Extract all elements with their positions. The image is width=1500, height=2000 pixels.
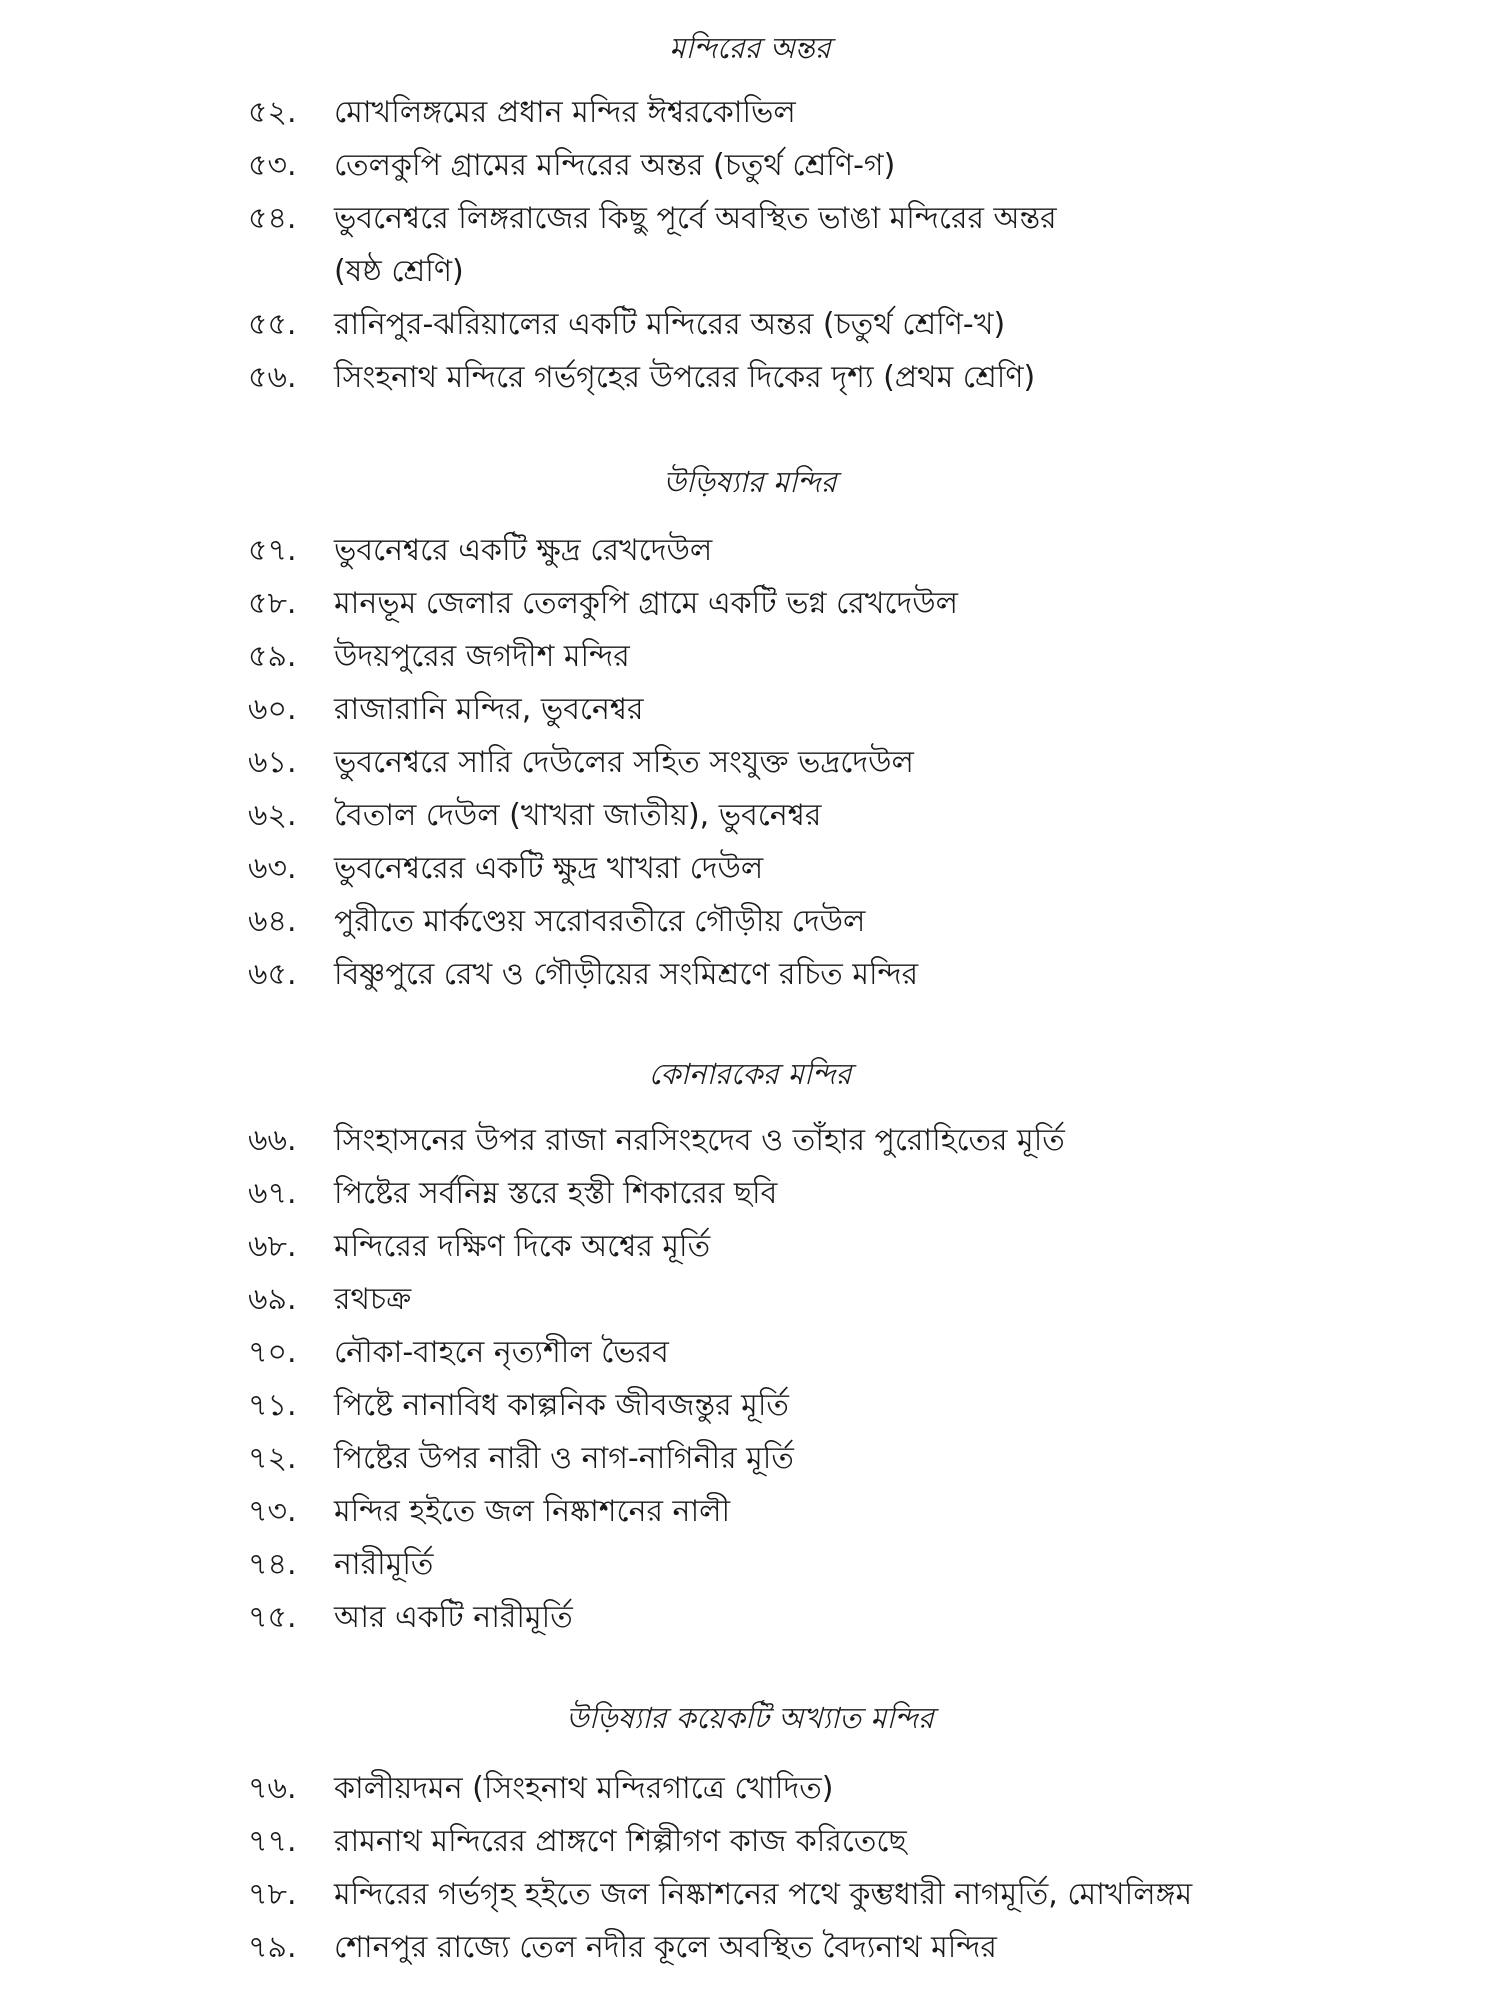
item-list — [248, 86, 1057, 404]
item-number: ৫৪. — [248, 201, 297, 236]
item-number: ৬৬. — [248, 1123, 297, 1158]
item-number: ৫৮. — [248, 586, 297, 621]
item-text: রথচক্র — [334, 1282, 412, 1317]
item-text: পিষ্টের সর্বনিম্ন স্তরে হস্তী শিকারের ছবি — [334, 1176, 778, 1211]
item-number: ৬৩. — [248, 851, 297, 886]
item-number: ৬১. — [248, 745, 297, 780]
item-number: ৭৪. — [248, 1547, 297, 1582]
item-number: ৭৭. — [248, 1824, 297, 1859]
item-text: মন্দির হইতে জল নিষ্কাশনের নালী — [334, 1494, 731, 1529]
item-number: ৭২. — [248, 1441, 297, 1476]
list-item — [248, 736, 958, 789]
list-item — [248, 1273, 1065, 1326]
item-number: ৫৫. — [248, 307, 297, 342]
item-list — [248, 1114, 1065, 1644]
list-item — [248, 192, 1057, 245]
list-item — [248, 298, 1057, 351]
list-item — [248, 1220, 1065, 1273]
item-number: ৭৮. — [248, 1877, 297, 1912]
item-text: ভুবনেশ্বরে সারি দেউলের সহিত সংযুক্ত ভদ্রদেউল — [334, 745, 914, 780]
list-item — [248, 1538, 1065, 1591]
item-text: ভুবনেশ্বরের একটি ক্ষুদ্র খাখরা দেউল — [334, 851, 764, 886]
list-item — [248, 1815, 1192, 1868]
item-text: বিষ্ণুপুরে রেখ ও গৌড়ীয়ের সংমিশ্রণে রচিত মন্দির — [334, 957, 919, 992]
list-item — [248, 86, 1057, 139]
list-item — [248, 683, 958, 736]
item-text: নৌকা-বাহনে নৃত্যশীল ভৈরব — [334, 1335, 669, 1370]
item-number: ৬৯. — [248, 1282, 297, 1317]
item-text: শোনপুর রাজ্যে তেল নদীর কূলে অবস্থিত বৈদ্যনাথ মন্দির — [334, 1930, 997, 1965]
item-text: সিংহনাথ মন্দিরে গর্ভগৃহের উপরের দিকের দৃশ্য (প্রথম শ্রেণি) — [334, 360, 1036, 395]
item-number: ৫৬. — [248, 360, 297, 395]
item-number: ৫২. — [248, 95, 297, 130]
list-item — [248, 1326, 1065, 1379]
item-text: ভুবনেশ্বরে লিঙ্গরাজের কিছু পূর্বে অবস্থিত ভাঙা মন্দিরের অন্তর — [334, 201, 1057, 236]
list-item — [248, 1921, 1192, 1974]
list-item — [248, 789, 958, 842]
list-item — [248, 1868, 1192, 1921]
item-number: ৫৭. — [248, 533, 297, 568]
item-number: ৭১. — [248, 1388, 297, 1423]
item-number: ৬২. — [248, 798, 297, 833]
list-item — [248, 895, 958, 948]
list-item — [248, 577, 958, 630]
list-item — [248, 1379, 1065, 1432]
item-text: রামনাথ মন্দিরের প্রাঙ্গণে শিল্পীগণ কাজ করিতেছে — [334, 1824, 907, 1859]
list-item — [248, 1432, 1065, 1485]
item-text: মোখলিঙ্গমের প্রধান মন্দির ঈশ্বরকোভিল — [334, 95, 796, 130]
list-item — [248, 630, 958, 683]
item-text: মন্দিরের গর্ভগৃহ হইতে জল নিষ্কাশনের পথে কুম্ভধারী নাগমূর্তি, মোখলিঙ্গম — [334, 1877, 1193, 1912]
item-number: ৬৮. — [248, 1229, 297, 1264]
list-item — [248, 351, 1057, 404]
list-item — [248, 1167, 1065, 1220]
item-number: ৫৯. — [248, 639, 297, 674]
item-text: তেলকুপি গ্রামের মন্দিরের অন্তর (চতুর্থ শ্রেণি-গ) — [334, 148, 896, 183]
item-number: ৬০. — [248, 692, 297, 727]
item-number: ৬৭. — [248, 1176, 297, 1211]
item-text: বৈতাল দেউল (খাখরা জাতীয়), ভুবনেশ্বর — [334, 798, 822, 833]
item-text: পুরীতে মার্কণ্ডেয় সরোবরতীরে গৌড়ীয় দেউল — [334, 904, 866, 939]
item-text: পিষ্টে নানাবিধ কাল্পনিক জীবজন্তুর মূর্তি — [334, 1388, 789, 1423]
item-number: ৭০. — [248, 1335, 297, 1370]
list-item — [248, 1591, 1065, 1644]
item-text: নারীমূর্তি — [334, 1547, 434, 1582]
item-number: ৭৫. — [248, 1600, 297, 1635]
list-item — [248, 842, 958, 895]
item-text: মানভূম জেলার তেলকুপি গ্রামে একটি ভগ্ন রেখদেউল — [334, 586, 958, 621]
item-text: উদয়পুরের জগদীশ মন্দির — [334, 639, 630, 674]
item-text: মন্দিরের দক্ষিণ দিকে অশ্বের মূর্তি — [334, 1229, 711, 1264]
item-text: সিংহাসনের উপর রাজা নরসিংহদেব ও তাঁহার পুরোহিতের মূর্তি — [334, 1123, 1065, 1158]
item-text: রানিপুর-ঝরিয়ালের একটি মন্দিরের অন্তর (চতুর্থ শ্রেণি-খ) — [334, 307, 1006, 342]
item-number: ৬৪. — [248, 904, 297, 939]
section-heading: উড়িষ্যার কয়েকটি অখ্যাত মন্দির — [566, 1701, 934, 1735]
list-item — [248, 1114, 1065, 1167]
item-text: পিষ্টের উপর নারী ও নাগ-নাগিনীর মূর্তি — [334, 1441, 794, 1476]
item-text-continued: (ষষ্ঠ শ্রেণি) — [334, 254, 464, 289]
item-number: ৭৬. — [248, 1771, 297, 1806]
item-number: ৭৩. — [248, 1494, 297, 1529]
list-item — [248, 948, 958, 1001]
item-list — [248, 524, 958, 1001]
section-heading: কোনারকের মন্দির — [648, 1057, 852, 1091]
list-item — [248, 524, 958, 577]
item-number: ৫৩. — [248, 148, 297, 183]
item-text: ভুবনেশ্বরে একটি ক্ষুদ্র রেখদেউল — [334, 533, 713, 568]
item-list — [248, 1762, 1192, 1974]
section-heading: মন্দিরের অন্তর — [669, 31, 831, 65]
list-item-continuation — [248, 245, 1057, 298]
list-item — [248, 1762, 1192, 1815]
item-text: কালীয়দমন (সিংহনাথ মন্দিরগাত্রে খোদিত) — [334, 1771, 834, 1806]
item-text: রাজারানি মন্দির, ভুবনেশ্বর — [334, 692, 644, 727]
item-number: ৭৯. — [248, 1930, 297, 1965]
item-number: ৬৫. — [248, 957, 297, 992]
section-heading: উড়িষ্যার মন্দির — [663, 465, 837, 499]
item-text: আর একটি নারীমূর্তি — [334, 1600, 573, 1635]
list-item — [248, 139, 1057, 192]
list-item — [248, 1485, 1065, 1538]
